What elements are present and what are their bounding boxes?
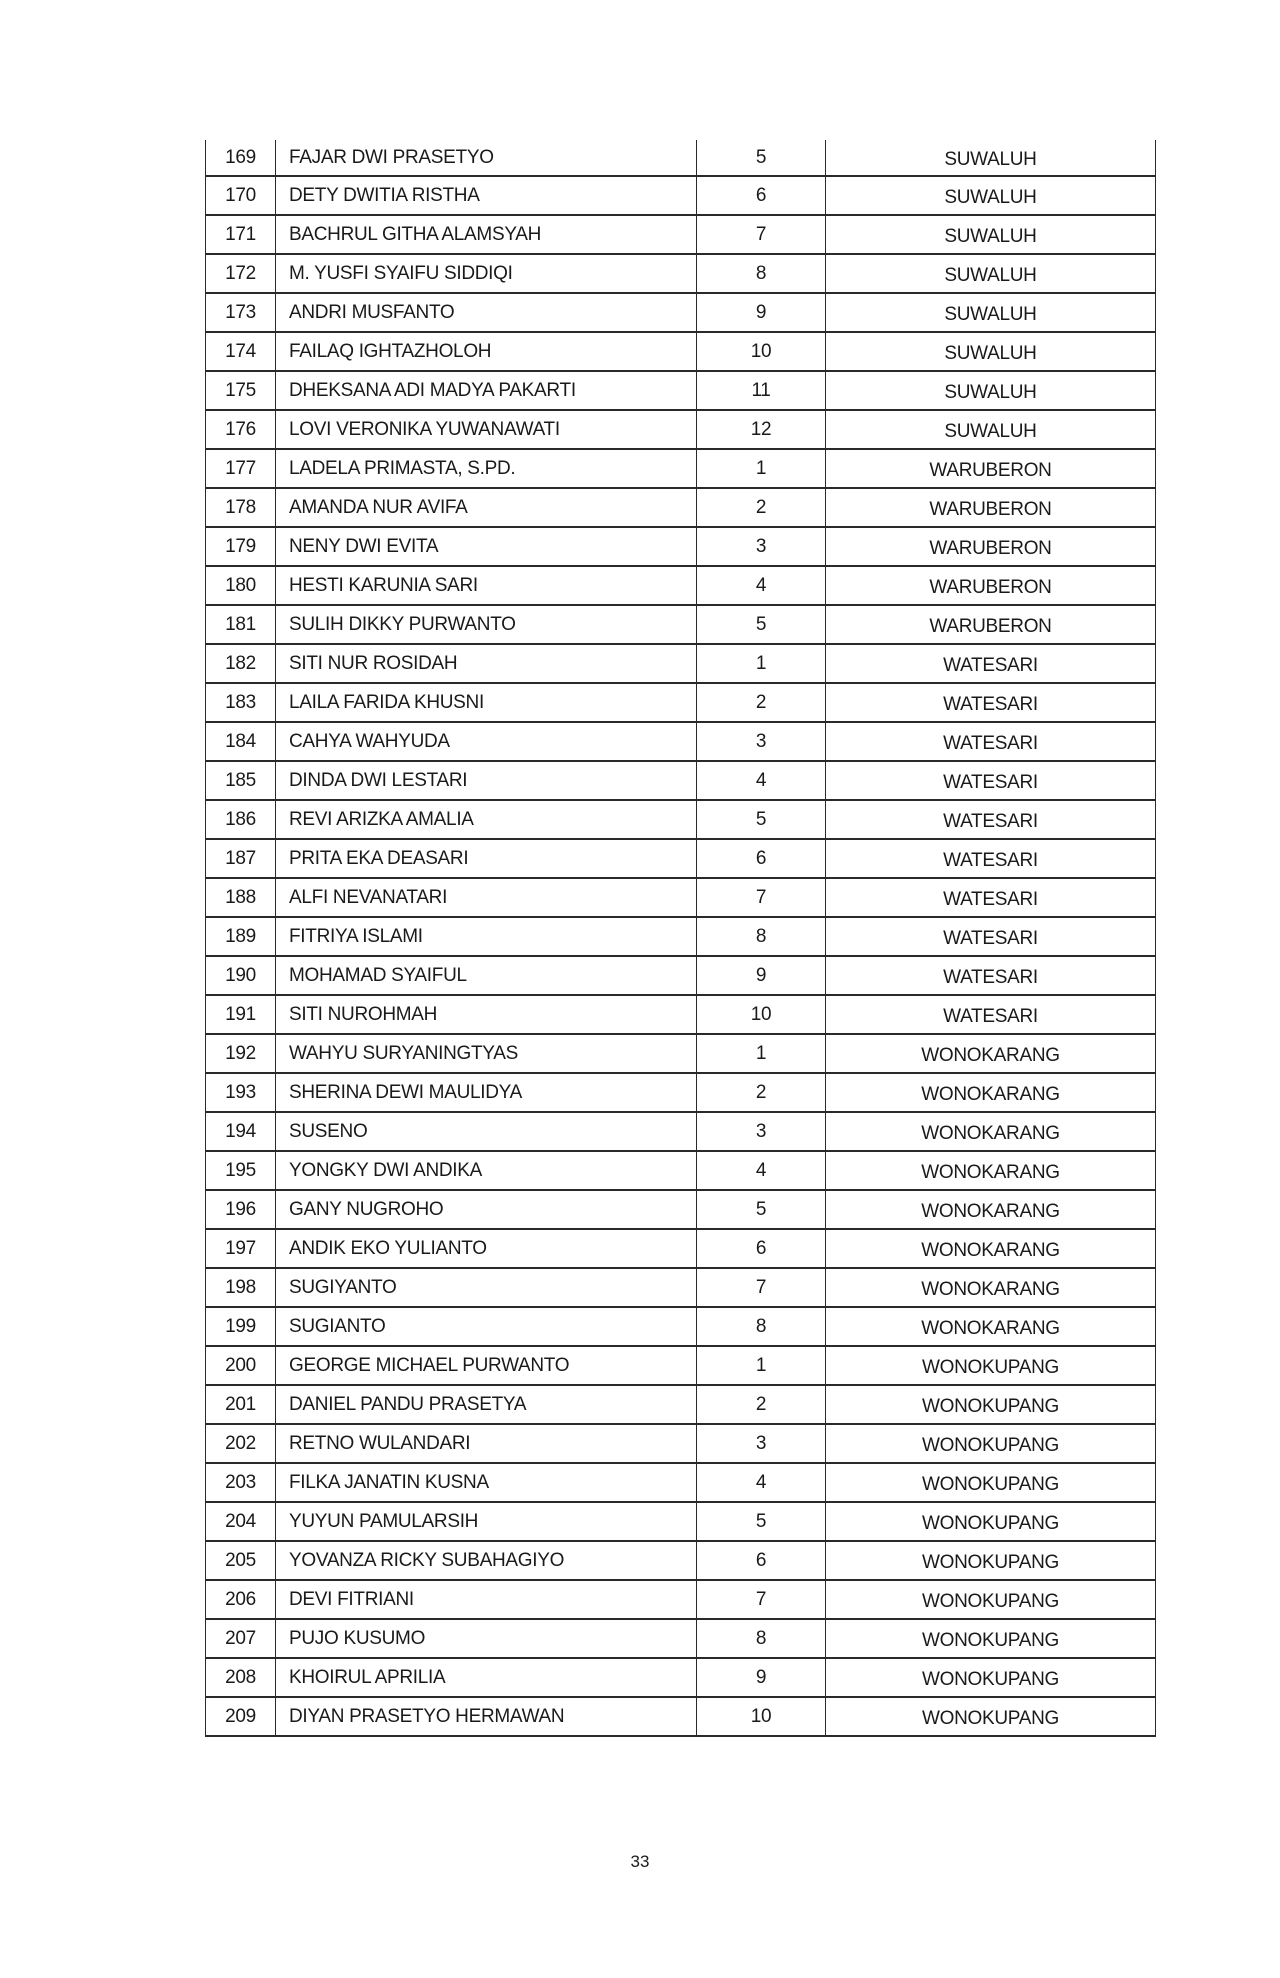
row-number-cell: 208: [206, 1658, 276, 1697]
village-cell: WATESARI: [826, 878, 1156, 917]
sequence-cell: 2: [697, 683, 826, 722]
village-cell: WARUBERON: [826, 449, 1156, 488]
name-cell: DIYAN PRASETYO HERMAWAN: [276, 1697, 697, 1736]
row-number-cell: 177: [206, 449, 276, 488]
village-cell: WONOKARANG: [826, 1190, 1156, 1229]
sequence-cell: 8: [697, 917, 826, 956]
village-cell: WONOKARANG: [826, 1112, 1156, 1151]
row-number-cell: 193: [206, 1073, 276, 1112]
table-row: [206, 1463, 1156, 1502]
village-cell: SUWALUH: [826, 332, 1156, 371]
table-row: [206, 293, 1156, 332]
name-cell: PRITA EKA DEASARI: [276, 839, 697, 878]
sequence-cell: 3: [697, 722, 826, 761]
name-cell: FILKA JANATIN KUSNA: [276, 1463, 697, 1502]
sequence-cell: 8: [697, 1307, 826, 1346]
table-row: [206, 956, 1156, 995]
name-cell: SULIH DIKKY PURWANTO: [276, 605, 697, 644]
sequence-cell: 2: [697, 1385, 826, 1424]
village-cell: SUWALUH: [826, 293, 1156, 332]
village-cell: WARUBERON: [826, 488, 1156, 527]
participant-table: [205, 140, 1156, 1737]
sequence-cell: 2: [697, 1073, 826, 1112]
row-number-cell: 205: [206, 1541, 276, 1580]
table-row: [206, 644, 1156, 683]
row-number-cell: 195: [206, 1151, 276, 1190]
table-row: [206, 995, 1156, 1034]
village-cell: WONOKARANG: [826, 1307, 1156, 1346]
sequence-cell: 3: [697, 1112, 826, 1151]
sequence-cell: 6: [697, 839, 826, 878]
sequence-cell: 11: [697, 371, 826, 410]
table-row: [206, 1112, 1156, 1151]
table-row: [206, 1385, 1156, 1424]
table-row: [206, 140, 1156, 176]
table-row: [206, 410, 1156, 449]
village-cell: WONOKUPANG: [826, 1697, 1156, 1736]
village-cell: WONOKUPANG: [826, 1385, 1156, 1424]
sequence-cell: 7: [697, 878, 826, 917]
table-row: [206, 1073, 1156, 1112]
village-cell: WONOKUPANG: [826, 1580, 1156, 1619]
village-cell: WONOKUPANG: [826, 1502, 1156, 1541]
row-number-cell: 191: [206, 995, 276, 1034]
name-cell: FITRIYA ISLAMI: [276, 917, 697, 956]
sequence-cell: 3: [697, 527, 826, 566]
name-cell: SITI NUR ROSIDAH: [276, 644, 697, 683]
sequence-cell: 5: [697, 800, 826, 839]
name-cell: DETY DWITIA RISTHA: [276, 176, 697, 215]
name-cell: M. YUSFI SYAIFU SIDDIQI: [276, 254, 697, 293]
row-number-cell: 186: [206, 800, 276, 839]
sequence-cell: 5: [697, 605, 826, 644]
sequence-cell: 7: [697, 1268, 826, 1307]
name-cell: SHERINA DEWI MAULIDYA: [276, 1073, 697, 1112]
table-row: [206, 839, 1156, 878]
sequence-cell: 9: [697, 293, 826, 332]
table-row: [206, 488, 1156, 527]
sequence-cell: 4: [697, 1463, 826, 1502]
sequence-cell: 4: [697, 761, 826, 800]
sequence-cell: 6: [697, 1541, 826, 1580]
sequence-cell: 5: [697, 140, 826, 176]
name-cell: FAILAQ IGHTAZHOLOH: [276, 332, 697, 371]
participant-table-body: [206, 140, 1156, 1736]
village-cell: SUWALUH: [826, 371, 1156, 410]
village-cell: SUWALUH: [826, 176, 1156, 215]
row-number-cell: 183: [206, 683, 276, 722]
name-cell: AMANDA NUR AVIFA: [276, 488, 697, 527]
table-row: [206, 1190, 1156, 1229]
sequence-cell: 7: [697, 215, 826, 254]
table-row: [206, 605, 1156, 644]
name-cell: BACHRUL GITHA ALAMSYAH: [276, 215, 697, 254]
table-row: [206, 1697, 1156, 1736]
row-number-cell: 176: [206, 410, 276, 449]
name-cell: DANIEL PANDU PRASETYA: [276, 1385, 697, 1424]
row-number-cell: 171: [206, 215, 276, 254]
village-cell: WATESARI: [826, 644, 1156, 683]
village-cell: WATESARI: [826, 761, 1156, 800]
table-row: [206, 800, 1156, 839]
village-cell: WONOKARANG: [826, 1034, 1156, 1073]
sequence-cell: 4: [697, 566, 826, 605]
village-cell: WONOKUPANG: [826, 1658, 1156, 1697]
table-row: [206, 1346, 1156, 1385]
name-cell: SUGIANTO: [276, 1307, 697, 1346]
row-number-cell: 180: [206, 566, 276, 605]
table-row: [206, 722, 1156, 761]
village-cell: WONOKARANG: [826, 1073, 1156, 1112]
name-cell: DINDA DWI LESTARI: [276, 761, 697, 800]
name-cell: SUGIYANTO: [276, 1268, 697, 1307]
name-cell: CAHYA WAHYUDA: [276, 722, 697, 761]
row-number-cell: 200: [206, 1346, 276, 1385]
village-cell: WATESARI: [826, 800, 1156, 839]
village-cell: WONOKUPANG: [826, 1424, 1156, 1463]
row-number-cell: 197: [206, 1229, 276, 1268]
name-cell: LADELA PRIMASTA, S.PD.: [276, 449, 697, 488]
sequence-cell: 6: [697, 1229, 826, 1268]
village-cell: SUWALUH: [826, 410, 1156, 449]
sequence-cell: 3: [697, 1424, 826, 1463]
name-cell: ALFI NEVANATARI: [276, 878, 697, 917]
row-number-cell: 178: [206, 488, 276, 527]
table-row: [206, 761, 1156, 800]
row-number-cell: 190: [206, 956, 276, 995]
row-number-cell: 198: [206, 1268, 276, 1307]
row-number-cell: 207: [206, 1619, 276, 1658]
name-cell: WAHYU SURYANINGTYAS: [276, 1034, 697, 1073]
table-row: [206, 527, 1156, 566]
village-cell: WONOKARANG: [826, 1268, 1156, 1307]
village-cell: WATESARI: [826, 722, 1156, 761]
table-row: [206, 1580, 1156, 1619]
sequence-cell: 5: [697, 1502, 826, 1541]
row-number-cell: 170: [206, 176, 276, 215]
table-row: [206, 1307, 1156, 1346]
name-cell: PUJO KUSUMO: [276, 1619, 697, 1658]
table-row: [206, 1424, 1156, 1463]
row-number-cell: 202: [206, 1424, 276, 1463]
village-cell: WATESARI: [826, 956, 1156, 995]
name-cell: GEORGE MICHAEL PURWANTO: [276, 1346, 697, 1385]
row-number-cell: 185: [206, 761, 276, 800]
table-row: [206, 878, 1156, 917]
sequence-cell: 5: [697, 1190, 826, 1229]
row-number-cell: 192: [206, 1034, 276, 1073]
table-row: [206, 1619, 1156, 1658]
village-cell: WATESARI: [826, 995, 1156, 1034]
row-number-cell: 181: [206, 605, 276, 644]
table-row: [206, 1034, 1156, 1073]
name-cell: MOHAMAD SYAIFUL: [276, 956, 697, 995]
name-cell: DHEKSANA ADI MADYA PAKARTI: [276, 371, 697, 410]
sequence-cell: 12: [697, 410, 826, 449]
row-number-cell: 175: [206, 371, 276, 410]
name-cell: ANDRI MUSFANTO: [276, 293, 697, 332]
sequence-cell: 4: [697, 1151, 826, 1190]
row-number-cell: 172: [206, 254, 276, 293]
name-cell: RETNO WULANDARI: [276, 1424, 697, 1463]
table-row: [206, 1229, 1156, 1268]
table-row: [206, 332, 1156, 371]
row-number-cell: 206: [206, 1580, 276, 1619]
village-cell: WARUBERON: [826, 605, 1156, 644]
row-number-cell: 209: [206, 1697, 276, 1736]
row-number-cell: 184: [206, 722, 276, 761]
table-row: [206, 215, 1156, 254]
table-row: [206, 1502, 1156, 1541]
village-cell: WONOKUPANG: [826, 1541, 1156, 1580]
sequence-cell: 1: [697, 644, 826, 683]
name-cell: YOVANZA RICKY SUBAHAGIYO: [276, 1541, 697, 1580]
row-number-cell: 188: [206, 878, 276, 917]
row-number-cell: 201: [206, 1385, 276, 1424]
name-cell: SUSENO: [276, 1112, 697, 1151]
name-cell: SITI NUROHMAH: [276, 995, 697, 1034]
sequence-cell: 8: [697, 254, 826, 293]
village-cell: WONOKUPANG: [826, 1463, 1156, 1502]
village-cell: WONOKARANG: [826, 1151, 1156, 1190]
row-number-cell: 173: [206, 293, 276, 332]
row-number-cell: 169: [206, 140, 276, 176]
table-row: [206, 449, 1156, 488]
row-number-cell: 203: [206, 1463, 276, 1502]
sequence-cell: 1: [697, 449, 826, 488]
row-number-cell: 174: [206, 332, 276, 371]
village-cell: WONOKUPANG: [826, 1619, 1156, 1658]
sequence-cell: 1: [697, 1346, 826, 1385]
table-row: [206, 1658, 1156, 1697]
row-number-cell: 204: [206, 1502, 276, 1541]
name-cell: YONGKY DWI ANDIKA: [276, 1151, 697, 1190]
table-row: [206, 566, 1156, 605]
name-cell: KHOIRUL APRILIA: [276, 1658, 697, 1697]
table-row: [206, 1151, 1156, 1190]
village-cell: WATESARI: [826, 683, 1156, 722]
name-cell: FAJAR DWI PRASETYO: [276, 140, 697, 176]
row-number-cell: 187: [206, 839, 276, 878]
sequence-cell: 7: [697, 1580, 826, 1619]
sequence-cell: 1: [697, 1034, 826, 1073]
sequence-cell: 10: [697, 1697, 826, 1736]
table-row: [206, 371, 1156, 410]
row-number-cell: 196: [206, 1190, 276, 1229]
table-row: [206, 683, 1156, 722]
row-number-cell: 189: [206, 917, 276, 956]
table-row: [206, 254, 1156, 293]
village-cell: SUWALUH: [826, 254, 1156, 293]
village-cell: WONOKARANG: [826, 1229, 1156, 1268]
name-cell: YUYUN PAMULARSIH: [276, 1502, 697, 1541]
row-number-cell: 194: [206, 1112, 276, 1151]
name-cell: ANDIK EKO YULIANTO: [276, 1229, 697, 1268]
village-cell: WONOKUPANG: [826, 1346, 1156, 1385]
village-cell: WARUBERON: [826, 566, 1156, 605]
name-cell: HESTI KARUNIA SARI: [276, 566, 697, 605]
sequence-cell: 9: [697, 1658, 826, 1697]
row-number-cell: 199: [206, 1307, 276, 1346]
sequence-cell: 2: [697, 488, 826, 527]
sequence-cell: 8: [697, 1619, 826, 1658]
village-cell: WATESARI: [826, 917, 1156, 956]
sequence-cell: 6: [697, 176, 826, 215]
name-cell: LAILA FARIDA KHUSNI: [276, 683, 697, 722]
participant-table-container: [205, 140, 1155, 1737]
table-row: [206, 1268, 1156, 1307]
sequence-cell: 10: [697, 995, 826, 1034]
page-number: 33: [630, 1852, 650, 1871]
table-row: [206, 176, 1156, 215]
village-cell: WATESARI: [826, 839, 1156, 878]
village-cell: SUWALUH: [826, 215, 1156, 254]
row-number-cell: 179: [206, 527, 276, 566]
name-cell: NENY DWI EVITA: [276, 527, 697, 566]
sequence-cell: 9: [697, 956, 826, 995]
name-cell: LOVI VERONIKA YUWANAWATI: [276, 410, 697, 449]
table-row: [206, 917, 1156, 956]
row-number-cell: 182: [206, 644, 276, 683]
name-cell: REVI ARIZKA AMALIA: [276, 800, 697, 839]
name-cell: GANY NUGROHO: [276, 1190, 697, 1229]
name-cell: DEVI FITRIANI: [276, 1580, 697, 1619]
sequence-cell: 10: [697, 332, 826, 371]
village-cell: SUWALUH: [826, 140, 1156, 176]
table-row: [206, 1541, 1156, 1580]
village-cell: WARUBERON: [826, 527, 1156, 566]
